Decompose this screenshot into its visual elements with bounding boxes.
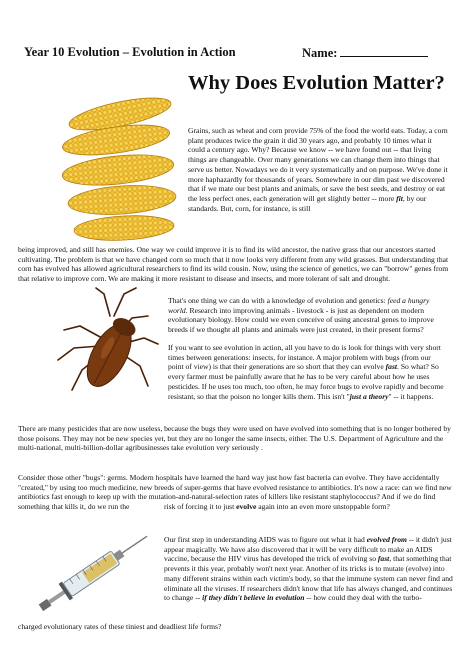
aids-ending: charged evolutionary rates of these tiniest and deadliest life forms? — [18, 622, 222, 631]
germs-ending: risk of forcing it to just evolve again into an even more unstoppable form? — [164, 502, 390, 511]
name-label: Name: — [302, 46, 338, 60]
corn-continuation-paragraph: being improved, and still has enemies. One way we could improve it is to find its wild ancestor, the native grass that our ancestors started cultivating. The problem is that we have changed corn so much that it now looks very different from any wild grasses. But understanding that corn has evolved has allowed agricultural researchers to find its wild cousin. Now, using the science of genetics, we can "borrow" genes from that relative to improve corn. We are making it more resistant to disease and insects, and more tolerant of salt and drought. — [18, 245, 449, 284]
fit-emphasis: fit — [396, 193, 403, 203]
corn-cob-3 — [61, 150, 175, 190]
germs-paragraph: Consider those other "bugs": germs. Modern hospitals have learned the hard way just how fast bacteria can evolve. They have accidentally "created," by using too much medicine, new breeds of super-germs that have evolved resistance to antibiotics. It's now a race: can we find new antibiotics fast enough to keep up with the mutation-and-natural-selection rates of killers like resistant staphylococcus? And if we do find something that kills it, do we run the — [18, 473, 452, 512]
corn-image — [58, 92, 182, 246]
pesticides-paragraph: There are many pesticides that are now useless, because the bugs they were used on have evolved into something that is no longer bothered by those poisons. They may not be new species yet, but they are no longer the same insects, either. The U.S. Department of Agriculture and the multi-national, multi-billion-dollar agribusinesses take evolution very seriously . — [18, 424, 451, 453]
cockroach-image — [52, 286, 164, 404]
page-title: Why Does Evolution Matter? — [188, 72, 445, 94]
corn-cob-4 — [67, 182, 177, 217]
name-field — [302, 45, 428, 61]
bug-paragraph-1: That's one thing we can do with a knowledge of evolution and genetics: feed a hungry world. Research into improving animals - livestock - is just as dependent on modern evolutionary biology. How could we even conceive of using ancestral genes to improve breeds if we thought all plants and animals were just created, in their present forms? — [168, 296, 434, 335]
syringe-needle — [122, 536, 147, 553]
bug-paragraph-2: If you want to see evolution in action, all you have to do is look for things with very short times between generations: insects, for instance. A major problem with bugs (from our point of view) is that their generations are so short that they can evolve fast. So what? So every farmer must be painfully aware that he has to be very careful about how he uses pesticides. If he uses too much, too often, he may force bugs to evolve rapidly and become resistant, so that the poison no longer kills them. This isn't "just a theory" -- it happens. — [168, 343, 444, 401]
corn-cob-5 — [73, 213, 174, 242]
syringe-image — [26, 524, 162, 620]
worksheet-heading: Year 10 Evolution – Evolution in Action — [24, 45, 236, 59]
name-blank-line — [340, 45, 428, 57]
corn-intro-paragraph: Grains, such as wheat and corn provide 75% of the food the world eats. Today, a corn plant produces twice the grain it did 30 years ago, and probably 10 times what it could a century ago. Why? Because we know -- we have found out -- that living things are changeable. Over many generations we can change them into things that serve us better. Nowadays we do it very systematically and on purpose. We've done it more haphazardly for thousands of years. Somewhere in our dim past we discovered that if we mate our best plants and animals, or save the best seeds, and destroy or eat the less perfect ones, each generation will get slightly better -- more fit, by our standards. But, corn, for instance, is still — [188, 126, 448, 213]
cockroach-body — [78, 312, 143, 393]
aids-paragraph: Our first step in understanding AIDS was to figure out what it had evolved from -- it didn't just appear magically. We have also discovered that it will be very difficult to make an AIDS vaccine, because the HIV virus has developed the trick of evolving so fast, that something that prevents it this year, probably won't next year. Another of its tricks is to mutate (evolve) into many different strains within each victim's body, so that the immune system can never find and eliminate all the viruses. If researchers didn't know that life has always changed, and continues to change -- if they didn't believe in evolution -- how could they deal with the turbo- — [164, 535, 453, 603]
